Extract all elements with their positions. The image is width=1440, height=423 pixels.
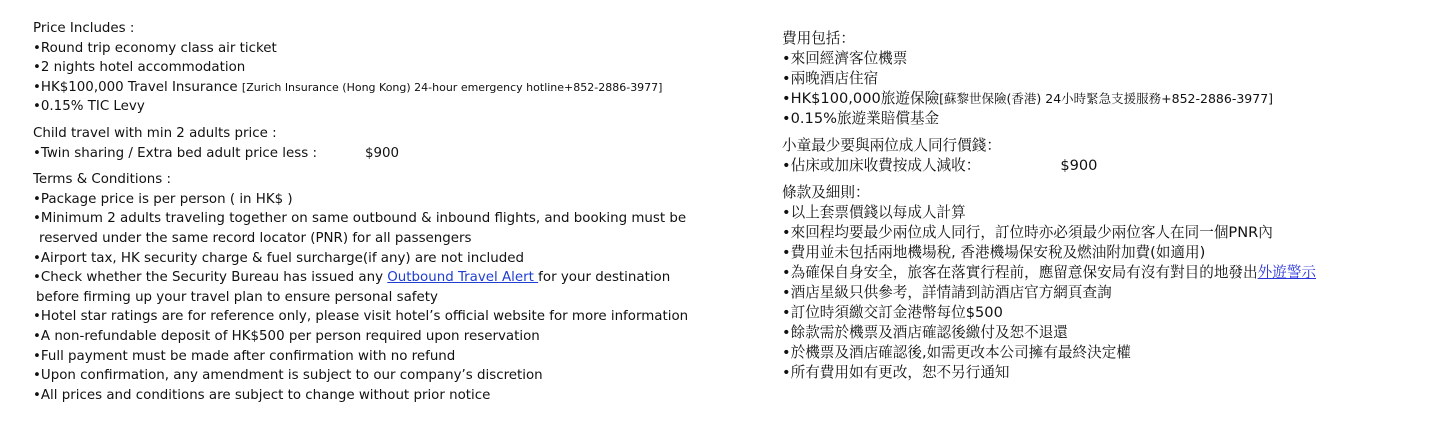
list-item: •Package price is per person ( in HK$ ): [33, 191, 293, 207]
insurance-note: [Zurich Insurance (Hong Kong) 24-hour emergency hotline+852-2886-3977]: [241, 80, 663, 94]
list-item-insurance: [782, 89, 1432, 109]
zh-price-includes-heading: 費用包括：: [782, 30, 855, 47]
list-item: •於機票及酒店確認後,如需更改本公司擁有最終決定權: [782, 344, 1131, 361]
list-item: •All prices and conditions are subject to change without prior notice: [33, 387, 491, 403]
outbound-travel-alert-link[interactable]: Outbound Travel Alert: [387, 270, 539, 286]
list-item: •兩晚酒店住宿: [782, 70, 879, 87]
list-item: •以上套票價錢以每成人計算: [782, 204, 966, 221]
child-price-label: •Twin sharing / Extra bed adult price less :: [33, 145, 317, 161]
price-includes-section: [33, 19, 748, 117]
english-column: [33, 19, 748, 405]
zh-child-price-label: •佔床或加床收費按成人減收：: [782, 157, 981, 174]
list-item: •0.15%旅遊業賠償基金: [782, 110, 940, 127]
list-item: •Upon confirmation, any amendment is subject to our company’s discretion: [33, 368, 543, 384]
zh-child-price-section: [782, 136, 1432, 176]
zh-terms-section: [782, 183, 1432, 383]
travel-alert-post: for your destination: [538, 270, 671, 286]
zh-terms-heading: 條款及細則：: [782, 184, 870, 201]
list-item: •0.15% TIC Levy: [33, 99, 145, 115]
list-item-child-price: [782, 156, 1432, 176]
list-item: •費用並未包括兩地機場稅, 香港機場保安稅及燃油附加費(如適用): [782, 244, 1206, 261]
zh-outbound-travel-alert-link[interactable]: 外遊警示: [1257, 264, 1317, 281]
list-item: •所有費用如有更改，恕不另行通知: [782, 364, 1010, 381]
list-item-insurance: [33, 78, 748, 98]
list-item: •Airport tax, HK security charge & fuel surcharge(if any) are not included: [33, 250, 525, 266]
list-item-continuation: reserved under the same record locator (PNR) for all passengers: [39, 230, 472, 246]
zh-child-price-heading: 小童最少要與兩位成人同行價錢：: [782, 137, 1001, 154]
list-item: •Full payment must be made after confirmation with no refund: [33, 348, 456, 364]
list-item: •A non-refundable deposit of HK$500 per person required upon reservation: [33, 328, 540, 344]
list-item: •2 nights hotel accommodation: [33, 60, 246, 76]
zh-insurance-label: •HK$100,000旅遊保險: [782, 90, 940, 107]
terms-section: [33, 170, 748, 405]
child-price-value: $900: [364, 145, 400, 161]
list-item: •酒店星級只供參考，詳情請到訪酒店官方網頁查詢: [782, 284, 1112, 301]
list-item: •Hotel star ratings are for reference only, please visit hotel’s official website for more information: [33, 309, 689, 325]
zh-child-price-value: $900: [1060, 157, 1098, 174]
list-item: •來回經濟客位機票: [782, 50, 908, 67]
child-price-heading: Child travel with min 2 adults price :: [33, 125, 277, 141]
list-item: •來回程均要最少兩位成人同行，訂位時亦必須最少兩位客人在同一個PNR內: [782, 224, 1273, 241]
child-price-section: [33, 124, 748, 163]
list-item: •餘款需於機票及酒店確認後繳付及恕不退還: [782, 324, 1068, 341]
list-item-child-price: [33, 144, 748, 164]
price-includes-heading: Price Includes :: [33, 21, 135, 36]
zh-price-includes-section: [782, 29, 1432, 129]
list-item: •Round trip economy class air ticket: [33, 40, 277, 56]
insurance-label: •HK$100,000 Travel Insurance: [33, 79, 242, 95]
list-item: •訂位時須繳交訂金港幣每位$500: [782, 304, 1003, 321]
zh-travel-alert-pre: •為確保自身安全，旅客在落實行程前，應留意保安局有沒有對目的地發出: [782, 264, 1258, 281]
terms-heading: Terms & Conditions :: [33, 172, 172, 188]
list-item: •Minimum 2 adults traveling together on same outbound & inbound flights, and booking must be: [33, 211, 687, 227]
zh-insurance-note: [蘇黎世保險(香港) 24小時緊急支援服務+852-2886-3977]: [939, 91, 1274, 106]
list-item-travel-alert: [33, 268, 748, 288]
list-item-continuation: before firming up your travel plan to ensure personal safety: [36, 289, 438, 305]
list-item-travel-alert: [782, 263, 1432, 283]
travel-alert-pre: •Check whether the Security Bureau has issued any: [33, 270, 388, 286]
chinese-column: [782, 29, 1432, 383]
